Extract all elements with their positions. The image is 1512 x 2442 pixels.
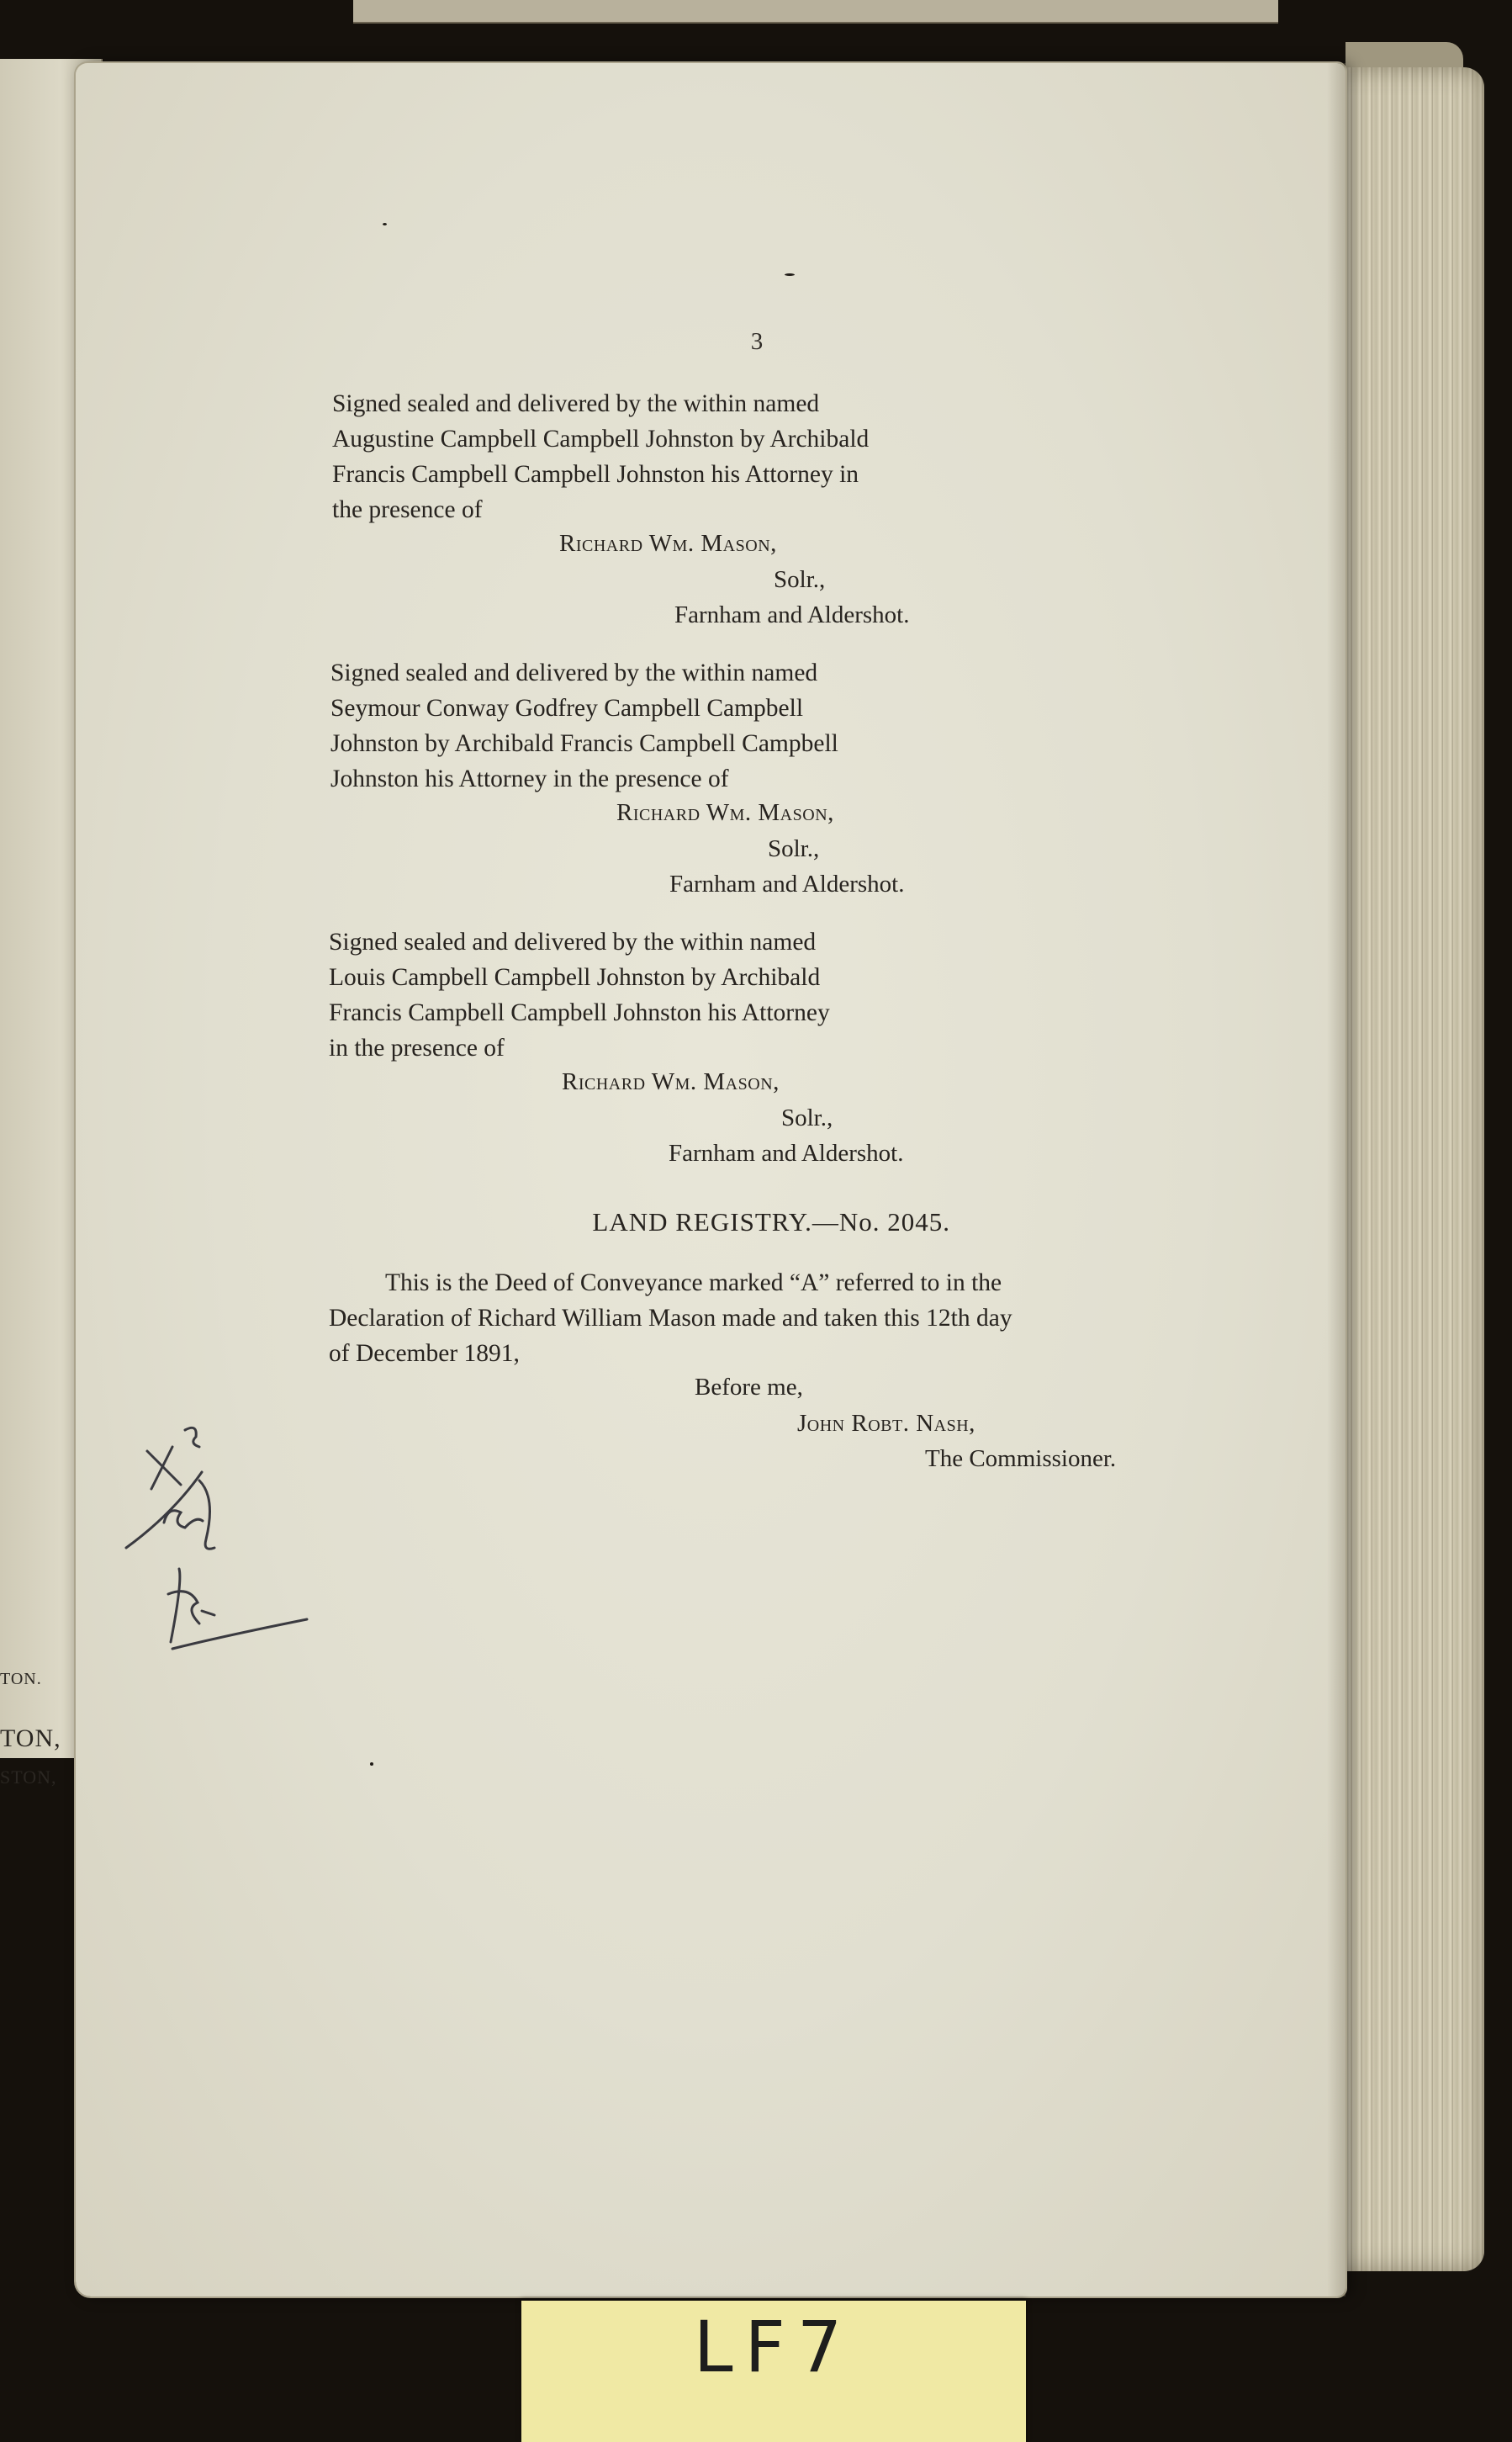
witness-name: Richard Wm. Mason, (559, 530, 777, 557)
witness-place: Farnham and Aldershot. (669, 1140, 904, 1167)
witness-place: Farnham and Aldershot. (674, 601, 910, 628)
sticky-note-text: LF7 (693, 2306, 854, 2388)
witness-title: Solr., (768, 835, 820, 862)
witness-title: Solr., (781, 1104, 833, 1131)
attestation-text-line: Johnston by Archibald Francis Campbell Campbell (330, 730, 838, 757)
before-me: Before me, (695, 1374, 803, 1401)
paper-speck (383, 223, 387, 225)
commissioner-title: The Commissioner. (925, 1445, 1117, 1472)
page-number: 3 (750, 328, 764, 355)
underlying-page-top-edge (353, 0, 1278, 24)
attestation-text-line: Louis Campbell Campbell Johnston by Archibald (329, 964, 821, 991)
witness-name: Richard Wm. Mason, (562, 1068, 780, 1095)
declaration-text-line: of December 1891, (329, 1340, 520, 1367)
attestation-text-line: in the presence of (329, 1035, 505, 1062)
left-page-fragment: TON, (0, 1724, 61, 1752)
attestation-text-line: Johnston his Attorney in the presence of (330, 765, 729, 792)
attestation-text-line: Francis Campbell Campbell Johnston his Attorney (329, 999, 830, 1026)
declaration-text-line: This is the Deed of Conveyance marked “A” referred to in the (385, 1269, 1002, 1296)
witness-name: Richard Wm. Mason, (616, 799, 834, 826)
registry-heading: LAND REGISTRY.—No. 2045. (592, 1207, 950, 1237)
witness-title: Solr., (774, 566, 826, 593)
pencil-annotation (122, 1422, 315, 1666)
attestation-text-line: Signed sealed and delivered by the within named (332, 390, 820, 417)
page-gutter-shadow (1327, 63, 1345, 2296)
paper-speck (370, 1762, 373, 1766)
attestation-text-line: Francis Campbell Campbell Johnston his Attorney in (332, 461, 859, 488)
sticky-note (521, 2301, 1026, 2442)
attestation-text-line: Signed sealed and delivered by the within named (329, 929, 817, 956)
witness-place: Farnham and Aldershot. (669, 871, 905, 898)
left-page-fragment: STON, (0, 1767, 57, 1788)
commissioner-name: John Robt. Nash, (797, 1410, 975, 1437)
attestation-text-line: Augustine Campbell Campbell Johnston by Archibald (332, 426, 870, 453)
attestation-text-line: the presence of (332, 496, 483, 523)
declaration-text-line: Declaration of Richard William Mason made and taken this 12th day (329, 1305, 1012, 1332)
paper-speck (785, 273, 795, 276)
attestation-text-line: Seymour Conway Godfrey Campbell Campbell (330, 695, 804, 722)
left-page-fragment: TON. (0, 1670, 42, 1688)
attestation-text-line: Signed sealed and delivered by the within named (330, 659, 818, 686)
